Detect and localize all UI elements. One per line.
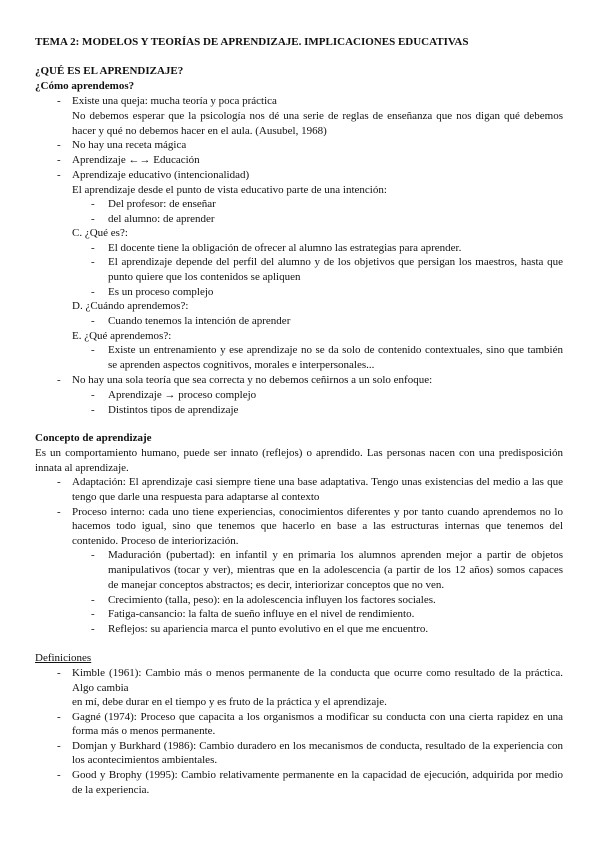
text-line: Aprendizaje → proceso complejo [108,389,257,401]
bullet: - [57,139,61,151]
section-heading: Definiciones [35,652,92,664]
text-line: hacemos todo igual, sino que tenemos que hacerlo en base a las estructuras internas que tenemos del [72,520,563,532]
text-line: No hay una receta mágica [72,139,187,151]
bullet: - [57,740,61,752]
bullet: - [57,95,61,107]
bullet: - [91,213,95,225]
bullet: - [91,549,95,561]
text-line: Distintos tipos de aprendizaje [108,404,239,416]
subsection-heading: ¿Cómo aprendemos? [35,80,135,92]
bullet: - [91,594,95,606]
bullet: - [57,154,61,166]
bullet: - [91,608,95,620]
text-line: C. ¿Qué es?: [72,227,128,239]
bullet: - [57,667,61,679]
bullet: - [91,286,95,298]
text-line: Crecimiento (talla, peso): en la adolescencia influyen los factores sociales. [108,594,436,606]
text-line: manipulativos (tocar y ver), mientras que en la adolescencia (a partir de los 12 años) somos capaces [108,564,563,576]
bullet: - [91,389,95,401]
text-line: El docente tiene la obligación de ofrecer al alumno las estrategias para aprender. [108,242,462,254]
text-line: Domjan y Burkhard (1986): Cambio duradero en los mecanismos de conducta, resultado de la experiencia con [72,740,563,752]
text-line: Aprendizaje ←→ Educación [72,154,200,166]
text-line: hacer y qué no debemos hacer en el aula. (Ausubel, 1968) [72,125,327,137]
text-line: Existe un entrenamiento y ese aprendizaje no se da solo de contenido contextuales, sino que también [108,344,563,356]
text-line: se aprenden aspectos cognitivos, morales e interpersonales... [108,359,375,371]
text-line: Fatiga-cansancio: la falta de sueño influye en el nivel de rendimiento. [108,608,415,620]
bullet: - [91,242,95,254]
text-line: Proceso interno: cada uno tiene experiencias, conocimientos diferentes y por tanto cuando aprendemos no lo [72,506,563,518]
text-line: Gagné (1974): Proceso que capacita a los organismos a modificar su conducta con una cierta rapidez en una [72,711,563,723]
text-line: Del profesor: de enseñar [108,198,216,210]
text-line: El aprendizaje desde el punto de vista educativo parte de una intención: [72,184,387,196]
text-line: de la experiencia. [72,784,150,796]
bullet: - [57,506,61,518]
text-line: Es un comportamiento humano, puede ser innato (reflejos) o aprendido. Las personas nacen con una predisposición [35,447,563,459]
bullet: - [91,344,95,356]
text-line: tengo que darle una respuesta para adaptarse al contexto [72,491,320,503]
text-line: contenido. Proceso de interiorización. [72,535,239,547]
section-heading: ¿QUÉ ES EL APRENDIZAJE? [35,65,184,77]
bullet: - [57,711,61,723]
text-line: Maduración (pubertad): en infantil y en primaria los alumnos aprenden mejor a partir de objetos [108,549,563,561]
text-line: No debemos esperar que la psicología nos dé una serie de reglas de enseñanza que nos digan qué debemos [72,110,563,122]
text-line: No hay una sola teoría que sea correcta y no debemos ceñirnos a un solo enfoque: [72,374,433,386]
text-line: Es un proceso complejo [108,286,214,298]
text-line: Kimble (1961): Cambio más o menos permanente de la conducta que ocurre como resultado de la práctica. [72,667,563,679]
bullet: - [91,404,95,416]
text-line: Aprendizaje educativo (intencionalidad) [72,169,250,181]
text-line: El aprendizaje depende del perfil del alumno y de los objetivos que persigan los maestros, hasta que [108,256,563,268]
bullet: - [57,476,61,488]
text-line: punto quiere que los contenidos se apliquen [108,271,301,283]
bullet: - [57,769,61,781]
text-line: innata al aprendizaje. [35,462,129,474]
document-title: TEMA 2: MODELOS Y TEORÍAS DE APRENDIZAJE. IMPLICACIONES EDUCATIVAS [35,36,469,48]
bullet: - [91,315,95,327]
text-line: E. ¿Qué aprendemos?: [72,330,172,342]
text-line: D. ¿Cuándo aprendemos?: [72,300,189,312]
text-line: Reflejos: su apariencia marca el punto evolutivo en el que me encuentro. [108,623,429,635]
text-line: del alumno: de aprender [108,213,215,225]
text-line: los acontecimientos ambientales. [72,754,218,766]
bullet: - [91,623,95,635]
bullet: - [91,256,95,268]
text-line: Algo cambia [72,682,129,694]
text-line: Existe una queja: mucha teoría y poca práctica [72,95,277,107]
text-line: Adaptación: El aprendizaje casi siempre tiene una base adaptativa. Tengo unas existencias del medio a las que [72,476,563,488]
text-line: de manejar conceptos abstractos; es decir, interiorizar conceptos que no ven. [108,579,445,591]
text-line: Good y Brophy (1995): Cambio relativamente permanente en la capacidad de ejecución, adquirida por medio [72,769,563,781]
text-line: Cuando tenemos la intención de aprender [108,315,291,327]
bullet: - [57,169,61,181]
text-line: forma más o menos permanente. [72,725,216,737]
section-heading: Concepto de aprendizaje [35,432,152,444]
bullet: - [91,198,95,210]
text-line: en mí, debe durar en el tiempo y es fruto de la práctica y el aprendizaje. [72,696,387,708]
bullet: - [57,374,61,386]
